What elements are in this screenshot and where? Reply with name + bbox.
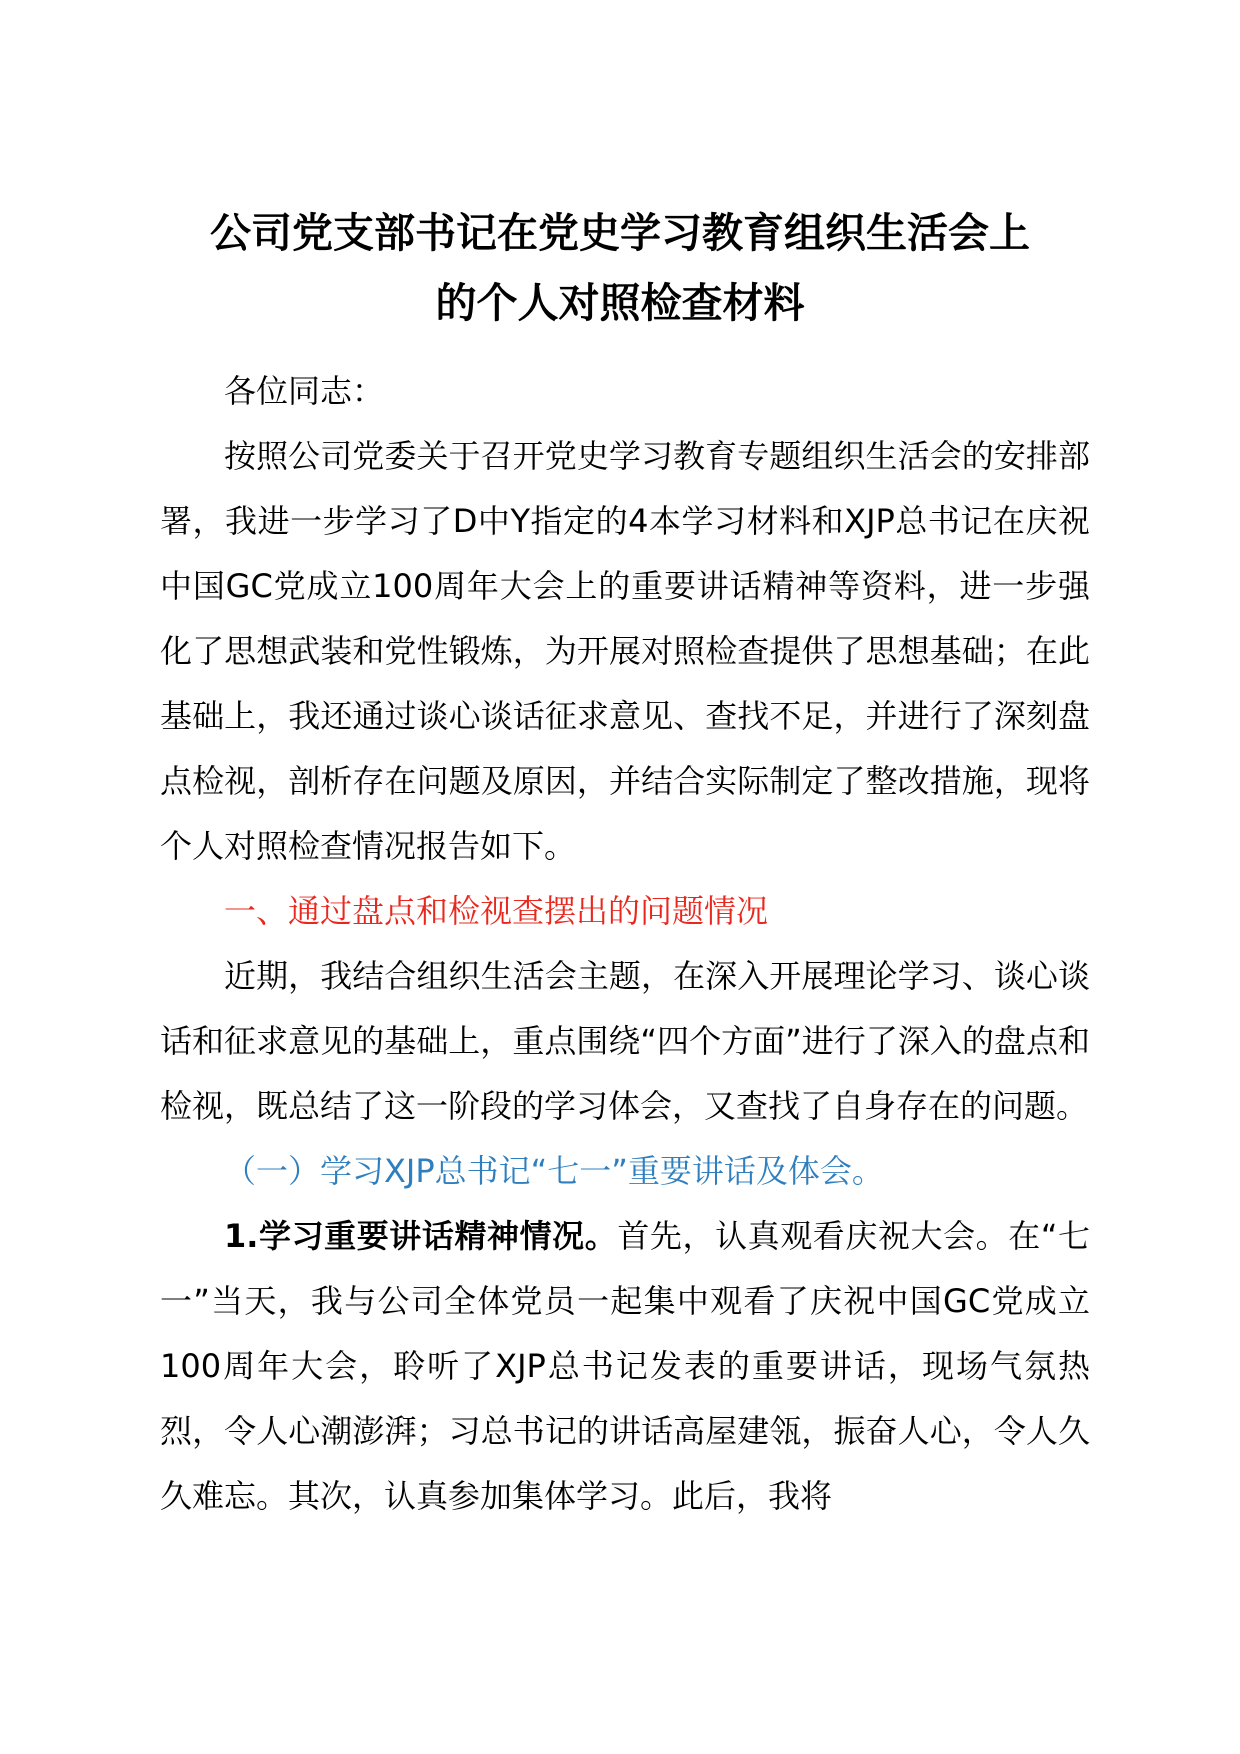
- title-line-2: 的个人对照检查材料: [435, 279, 805, 327]
- salutation: 各位同志：: [224, 372, 385, 410]
- item-1-text: 首先，认真观看庆祝大会。在“七一”当天，我与公司全体党员一起集中观看了庆祝中国GC党成立100周年大会，聆听了XJP总书记发表的重要讲话，现场气氛热烈，令人心潮澎湃；习总书记的讲话高屋建瓴，振奋人心，令人久久难忘。其次，认真参加集体学习。此后，我将: [160, 1217, 1090, 1515]
- document-title: [150, 198, 1090, 338]
- paragraph-item-1: [160, 1204, 1090, 1529]
- section-heading-1: 一、通过盘点和检视查摆出的问题情况: [224, 892, 769, 930]
- title-line-1: 公司党支部书记在党史学习教育组织生活会上: [210, 209, 1030, 257]
- paragraph-section1: 近期，我结合组织生活会主题，在深入开展理论学习、谈心谈话和征求意见的基础上，重点围绕“四个方面”进行了深入的盘点和检视，既总结了这一阶段的学习体会，又查找了自身存在的问题。: [160, 957, 1090, 1125]
- item-1-title: 1.学习重要讲话精神情况。: [224, 1217, 618, 1255]
- subsection-heading-1: （一）学习XJP总书记“七一”重要讲话及体会。: [224, 1152, 884, 1190]
- document-body: [160, 359, 1090, 1529]
- paragraph-intro: 按照公司党委关于召开党史学习教育专题组织生活会的安排部署，我进一步学习了D中Y指定的4本学习材料和XJP总书记在庆祝中国GC党成立100周年大会上的重要讲话精神等资料，进一步强化了思想武装和党性锻炼，为开展对照检查提供了思想基础；在此基础上，我还通过谈心谈话征求意见、查找不足，并进行了深刻盘点检视，剖析存在问题及原因，并结合实际制定了整改措施，现将个人对照检查情况报告如下。: [160, 437, 1090, 865]
